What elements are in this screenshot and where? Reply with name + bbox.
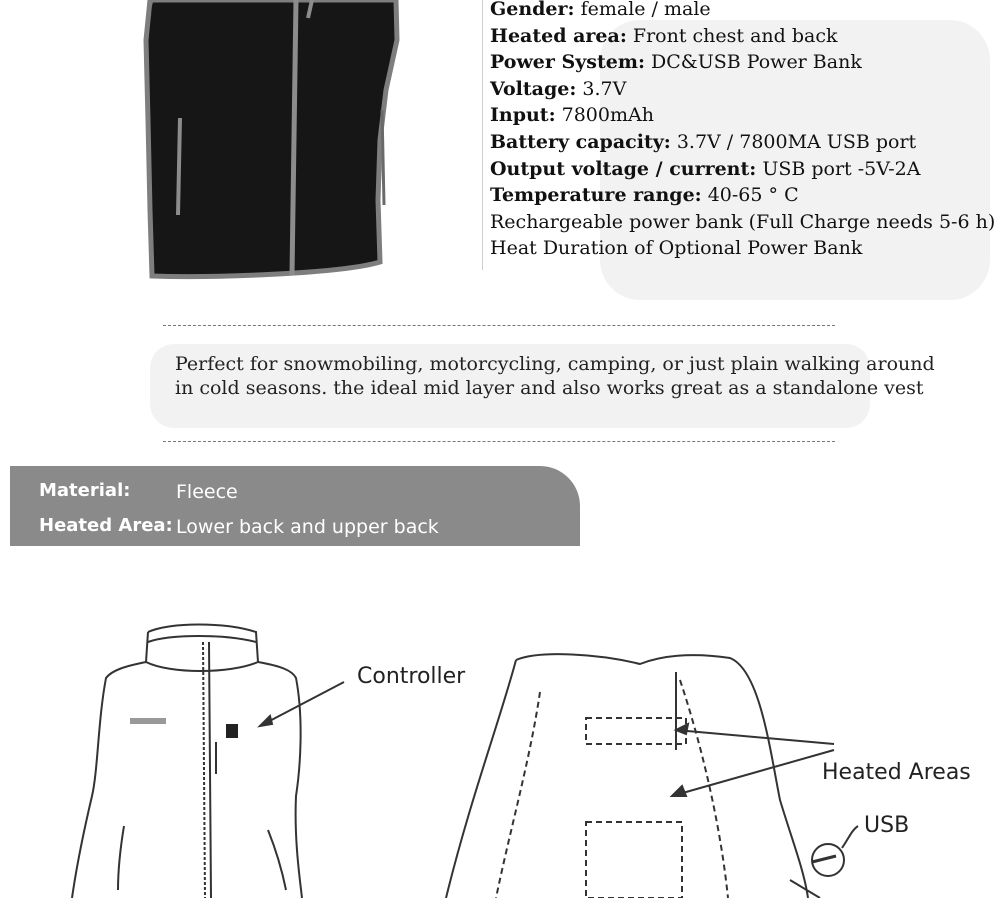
spec-row: Output voltage / current: USB port -5V-2A (490, 157, 921, 180)
spec-row: Battery capacity: 3.7V / 7800MA USB port (490, 130, 917, 153)
brand-logo-icon (130, 718, 166, 724)
spec-row: Heat Duration of Optional Power Bank (490, 237, 863, 260)
spec-row: Gender: female / male (490, 0, 711, 20)
dashed-divider (163, 325, 835, 326)
spec-row: Heated area: Front chest and back (490, 24, 838, 47)
controller-icon (226, 724, 238, 738)
spec-list (490, 0, 995, 262)
material-banner (10, 466, 580, 546)
spec-row: Power System: DC&USB Power Bank (490, 51, 862, 74)
usb-label: USB (864, 813, 910, 838)
description-line: in cold seasons. the ideal mid layer and also works great as a standalone vest (175, 377, 924, 399)
vest-diagram (0, 600, 1000, 898)
vest-product-photo (0, 0, 480, 300)
spec-divider (482, 0, 483, 270)
spec-row: Input: 7800mAh (490, 104, 654, 127)
material-label: Material: (39, 480, 131, 501)
heated-area-label: Heated Area: (39, 515, 173, 536)
description-line: Perfect for snowmobiling, motorcycling, camping, or just plain walking around (175, 353, 935, 375)
material-value: Fleece (176, 481, 238, 503)
heated-area-value: Lower back and upper back (176, 516, 439, 538)
spec-row: Temperature range: 40-65 ° C (490, 184, 799, 207)
dashed-divider (163, 441, 835, 442)
spec-row: Rechargeable power bank (Full Charge needs 5-6 h) (490, 210, 996, 233)
heated-areas-label: Heated Areas (822, 760, 971, 785)
controller-label: Controller (357, 664, 466, 689)
spec-row: Voltage: 3.7V (490, 77, 627, 100)
product-description (175, 352, 935, 400)
